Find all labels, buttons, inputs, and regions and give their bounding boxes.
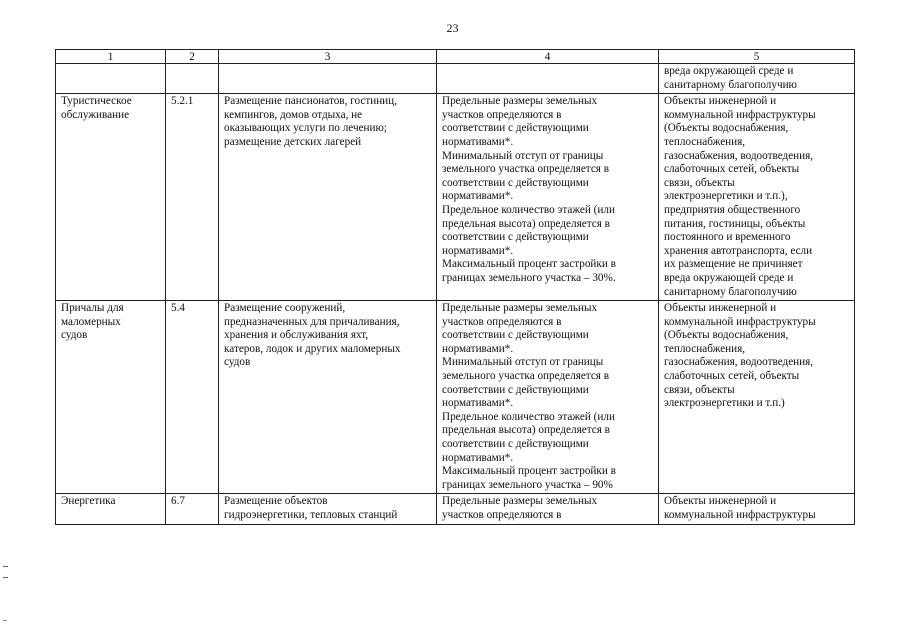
row-3-code: 6.7 xyxy=(166,494,219,524)
page-number: 23 xyxy=(446,21,459,35)
header-col-5: 5 xyxy=(659,50,855,64)
table-row xyxy=(56,494,855,524)
row-1-description: Размещение пансионатов, гостиниц, кемпингов, домов отдыха, не оказывающих услуги по лечению; размещение детских лагерей xyxy=(219,94,437,301)
row-0-description xyxy=(219,64,437,94)
row-3-description: Размещение объектов гидроэнергетики, тепловых станций xyxy=(219,494,437,524)
row-3-parameters: Предельные размеры земельных участков определяются в xyxy=(437,494,659,524)
row-0-use-name xyxy=(56,64,166,94)
row-1-code: 5.2.1 xyxy=(166,94,219,301)
row-2-code: 5.4 xyxy=(166,301,219,494)
row-1-auxiliary-uses: Объекты инженерной и коммунальной инфраструктуры (Объекты водоснабжения, теплоснабжения, газоснабжения, водоотведения, слаботочных сетей, объекты связи, объекты электроэнергетики и т.п.), предприятия общественного питания, гостиницы, объекты постоянного и временного хранения автотранспорта, если их размещение не причиняет вреда окружающей среде и санитарному благополучию xyxy=(659,94,855,301)
header-col-4: 4 xyxy=(437,50,659,64)
row-2-use-name: Причалы для маломерных судов xyxy=(56,301,166,494)
header-col-2: 2 xyxy=(166,50,219,64)
table-row xyxy=(56,64,855,94)
row-2-parameters: Предельные размеры земельных участков определяются в соответствии с действующими нормативами*. Минимальный отступ от границы земельного участка определяется в соответствии с действующими нормативами*. Предельное количество этажей (или предельная высота) определяется в соответствии с действующими нормативами*. Максимальный процент застройки в границах земельного участка – 90% xyxy=(437,301,659,494)
row-0-auxiliary-uses: вреда окружающей среде и санитарному благополучию xyxy=(659,64,855,94)
header-col-3: 3 xyxy=(219,50,437,64)
row-3-use-name: Энергетика xyxy=(56,494,166,524)
row-3-auxiliary-uses: Объекты инженерной и коммунальной инфраструктуры xyxy=(659,494,855,524)
table-row xyxy=(56,94,855,301)
row-2-description: Размещение сооружений, предназначенных для причаливания, хранения и обслуживания яхт, катеров, лодок и других маломерных судов xyxy=(219,301,437,494)
header-col-1: 1 xyxy=(56,50,166,64)
row-2-auxiliary-uses: Объекты инженерной и коммунальной инфраструктуры (Объекты водоснабжения, теплоснабжения, газоснабжения, водоотведения, слаботочных сетей, объекты связи, объекты электроэнергетики и т.п.) xyxy=(659,301,855,494)
margin-tick xyxy=(3,620,7,621)
row-1-use-name: Туристическое обслуживание xyxy=(56,94,166,301)
row-1-parameters: Предельные размеры земельных участков определяются в соответствии с действующими нормативами*. Минимальный отступ от границы земельного участка определяется в соответствии с действующими нормативами*. Предельное количество этажей (или предельная высота) определяется в соответствии с действующими нормативами*. Максимальный процент застройки в границах земельного участка – 30%. xyxy=(437,94,659,301)
margin-mark xyxy=(3,566,8,578)
zoning-table xyxy=(55,49,855,525)
row-0-code xyxy=(166,64,219,94)
table-row xyxy=(56,301,855,494)
row-0-parameters xyxy=(437,64,659,94)
header-row xyxy=(56,50,855,64)
